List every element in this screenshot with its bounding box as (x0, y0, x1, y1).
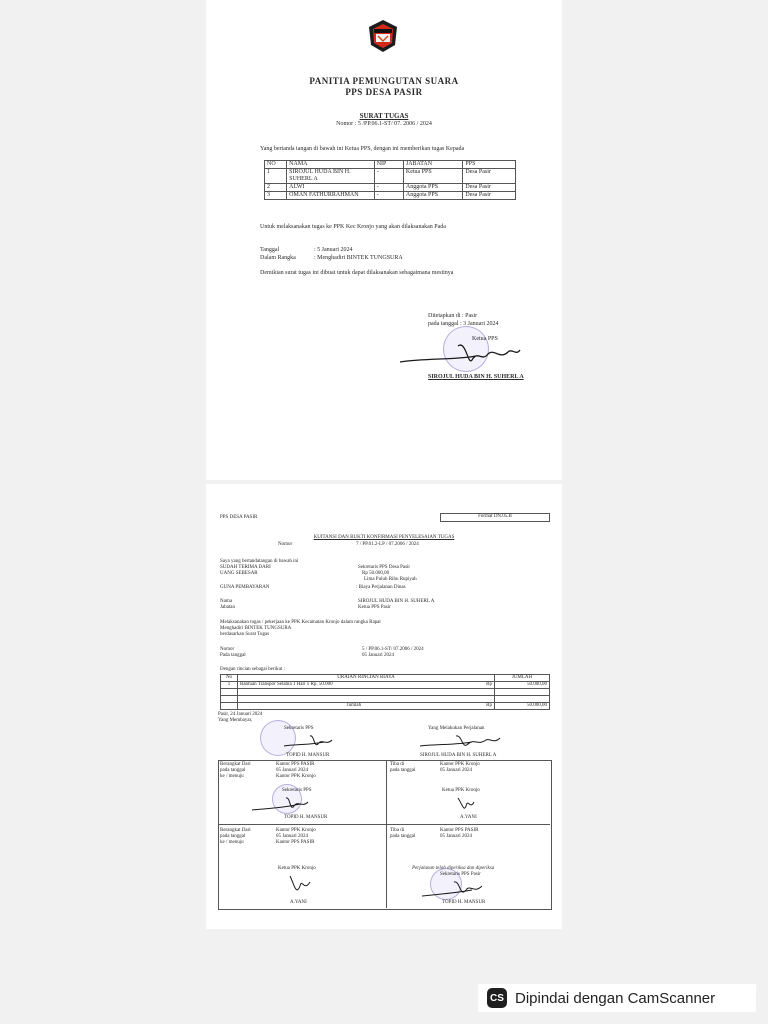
signer-name: SIROJUL HUDA BIN H. SUHERL A (428, 374, 524, 380)
cell-pps: Desa Pasir (463, 192, 516, 200)
purpose-text: Untuk melaksanakan tugas ke PPK Kec Kronjo yang akan dilaksanakan Pada (260, 224, 446, 230)
col-header: JUMLAH (495, 675, 550, 682)
cell-nama: OMAN FATHURRAHMAN (287, 192, 375, 200)
travel-legs-grid (218, 760, 552, 910)
cell-no: 2 (265, 184, 287, 192)
leg2-dep-value: Kantor PPK Kronjo (440, 762, 480, 767)
uang-label: UANG SEBESAR (220, 571, 258, 576)
signature-icon (396, 336, 526, 370)
cell-no: 3 (265, 192, 287, 200)
jumlah-rp: Rp (470, 703, 495, 710)
leg4-note: Perjalanan telah diperiksa dan diperiksa (412, 866, 495, 871)
cell-jabatan: Anggota PPS (403, 184, 463, 192)
col-header: URAIAN RINCIAN BIAYA (238, 675, 495, 682)
table-row (221, 696, 550, 703)
cell-nama: SIROJUL HUDA BIN H. SUHERL A (287, 169, 375, 184)
cell-nip: - (374, 169, 403, 184)
ref-tanggal-label: Pada tanggal (220, 653, 246, 658)
rincian-table (220, 674, 550, 710)
kuitansi-page (206, 484, 562, 929)
document-number: Nomor : 5 /PP.06.1-ST/ 07. 2006 / 2024 (336, 121, 432, 127)
cell-no: 1 (221, 682, 238, 689)
jumlah-total: 50.000,00 (495, 703, 550, 710)
leg1-dep-value: Kantor PPS PASIR (276, 762, 315, 767)
table-row (265, 169, 516, 184)
kwitansi-header-left: PPS DESA PASIR (220, 515, 258, 520)
table-row (265, 192, 516, 200)
leg4-dep-label: Tiba di (390, 828, 405, 833)
leg2-dep-label: Tiba di (390, 762, 405, 767)
leg1-to-label: ke / menuju (220, 774, 244, 779)
kwitansi-intro: Saya yang bertandatangan di bawah ini (220, 559, 299, 564)
table-row (265, 184, 516, 192)
signature-icon (420, 878, 490, 900)
leg4-date-value: 05 Januari 2024 (440, 834, 472, 839)
signature-icon (250, 794, 320, 814)
ref-nomor-value: 5 / PP.06.1-ST/ 07.2006 / 2024 (362, 647, 424, 652)
col-header: NO (265, 161, 287, 169)
leg2-sign-role: Ketua PPK Kronjo (442, 788, 480, 793)
rincian-intro: Dengan rincian sebagai berikut : (220, 667, 285, 672)
sudah-terima-value: Sekretaris PPS Desa Pasir (358, 565, 411, 570)
leg1-sign-role: Sekretaris PPS (282, 788, 312, 793)
ref-nomor-label: Nomor (220, 647, 235, 652)
col-header: JABATAN (403, 161, 463, 169)
leg2-date-label: pada tanggal (390, 768, 416, 773)
melaksanakan-text: Melaksanakan tugas / pekerjaan ke PPK Kecamatan Kronjo dalam rangka Rapat (220, 620, 381, 625)
cell-jabatan: Anggota PPS (403, 192, 463, 200)
table-header-row (221, 675, 550, 682)
cell-nama: ALWI (287, 184, 375, 192)
signature-icon (454, 794, 478, 814)
camscanner-badge (478, 984, 756, 1012)
guna-label: GUNA PEMBAYARAN (220, 585, 270, 590)
rangka-label: Dalam Rangka (260, 255, 296, 261)
grid-divider (218, 824, 550, 825)
leg2-date-value: 05 Januari 2024 (440, 768, 472, 773)
leg3-to-label: ke / menuju (220, 840, 244, 845)
leg1-date-value: 05 Januari 2024 (276, 768, 308, 773)
org-line-1: PANITIA PEMUNGUTAN SUARA (309, 76, 459, 86)
leg4-sign-role: Sekretaris PPS Pasir (440, 872, 481, 877)
cell-nip: - (374, 192, 403, 200)
camscanner-icon: CS (487, 988, 507, 1008)
table-row (221, 689, 550, 696)
leg1-to-value: Kantor PPK Kronjo (276, 774, 316, 779)
leg4-dep-value: Kantor PPS PASIR (440, 828, 479, 833)
table-total-row (221, 703, 550, 710)
kwitansi-title: KUITANSI DAN BUKTI KONFIRMASI PENYELESAIAN TUGAS (313, 535, 455, 540)
intro-text: Yang bertanda tangan di bawah ini Ketua PPS, dengan ini memberikan tugas Kepada (260, 146, 465, 152)
jabatan-value: Ketua PPS Pasir (358, 605, 391, 610)
cell-uraian: Bantuan Transpor Selama 1 Hari x Rp. 50.000 (238, 682, 470, 689)
berdasarkan-text: berdasarkan Surat Tugas (220, 632, 270, 637)
document-title: SURAT TUGAS (359, 112, 409, 120)
leg3-sign-name: A.YANI (290, 900, 307, 905)
menghadiri-text: Menghadiri BINTEK TUNGSURA (220, 626, 292, 631)
place-text: Ditetapkan di : Pasir (428, 313, 478, 319)
paid-date: Pasir, 24 Januari 2024 (218, 712, 263, 717)
kwitansi-nomor-label: Nomor (278, 542, 293, 547)
date-text: pada tanggal : 3 Januari 2024 (428, 321, 499, 327)
leg1-dep-label: Berangkat Dari (220, 762, 251, 767)
leg4-date-label: pada tanggal (390, 834, 416, 839)
signature-icon (280, 732, 340, 750)
assignee-table (264, 160, 516, 200)
closing-text: Demikian surat tugas ini dibuat untuk dapat dilaksanakan sebagaimana mestinya (260, 270, 454, 276)
col-header: No (221, 675, 238, 682)
format-box: Format DN.05.B (440, 513, 550, 522)
sekretaris-name: TOPID H. MANSUR (286, 753, 330, 758)
sudah-terima-label: SUDAH TERIMA DARI (220, 565, 271, 570)
surat-tugas-page (206, 0, 562, 480)
grid-divider (386, 760, 387, 908)
org-line-2: PPS DESA PASIR (345, 87, 423, 97)
camscanner-label: Dipindai dengan CamScanner (515, 989, 716, 1007)
kpu-logo-icon (365, 18, 401, 54)
col-header: PPS (463, 161, 516, 169)
tanggal-value: : 5 Januari 2024 (314, 247, 353, 253)
cell-pps: Desa Pasir (463, 169, 516, 184)
guna-value: : Biaya Perjalanan Dinas (356, 585, 406, 590)
ref-tanggal-value: 05 Januari 2024 (362, 653, 394, 658)
uang-value: Rp 50.000,00 (362, 571, 390, 576)
leg3-date-label: pada tanggal (220, 834, 246, 839)
leg3-to-value: Kantor PPS PASIR (276, 840, 315, 845)
melakukan-label: Yang Melakukan Perjalanan (428, 726, 485, 731)
table-header-row (265, 161, 516, 169)
signature-icon (284, 872, 314, 898)
signature-icon (416, 732, 506, 752)
leg3-sign-role: Ketua PPK Kronjo (278, 866, 316, 871)
cell-nip: - (374, 184, 403, 192)
yang-membayar: Yang Membayar, (218, 718, 253, 723)
leg2-sign-name: A.YANI (460, 815, 477, 820)
cell-jumlah: 50.000,00 (495, 682, 550, 689)
col-header: NIP (374, 161, 403, 169)
rangka-value: : Menghadiri BINTEK TUNGSURA (314, 255, 403, 261)
cell-rp: Rp (470, 682, 495, 689)
leg3-dep-value: Kantor PPK Kronjo (276, 828, 316, 833)
leg1-date-label: pada tanggal (220, 768, 246, 773)
table-row (221, 682, 550, 689)
cell-no: 1 (265, 169, 287, 184)
jumlah-label: Jumlah (238, 703, 470, 710)
terbilang-text: Lima Puluh Ribu Rupiyah (364, 577, 417, 582)
leg4-sign-name: TOPID H. MANSUR (442, 900, 486, 905)
leg3-date-value: 05 Januari 2024 (276, 834, 308, 839)
nama-label: Nama (220, 599, 232, 604)
cell-jabatan: Ketua PPS (403, 169, 463, 184)
jabatan-label: Jabatan (220, 605, 235, 610)
sekretaris-label: Sekretaris PPS (284, 726, 314, 731)
col-header: NAMA (287, 161, 375, 169)
melakukan-name: SIROJUL HUDA BIN H. SUHERL A (420, 753, 497, 758)
cell-pps: Desa Pasir (463, 184, 516, 192)
leg1-sign-name: TOPID H. MANSUR (284, 815, 328, 820)
nama-value: SIROJUL HUDA BIN H. SUHERL A (358, 599, 435, 604)
tanggal-label: Tanggal (260, 247, 280, 253)
role-text: Ketua PPS (472, 336, 498, 342)
kwitansi-nomor-value: 7 / PP.01.2-LP / 07.2006 / 2024 (356, 542, 419, 547)
leg3-dep-label: Berangkat Dari (220, 828, 251, 833)
